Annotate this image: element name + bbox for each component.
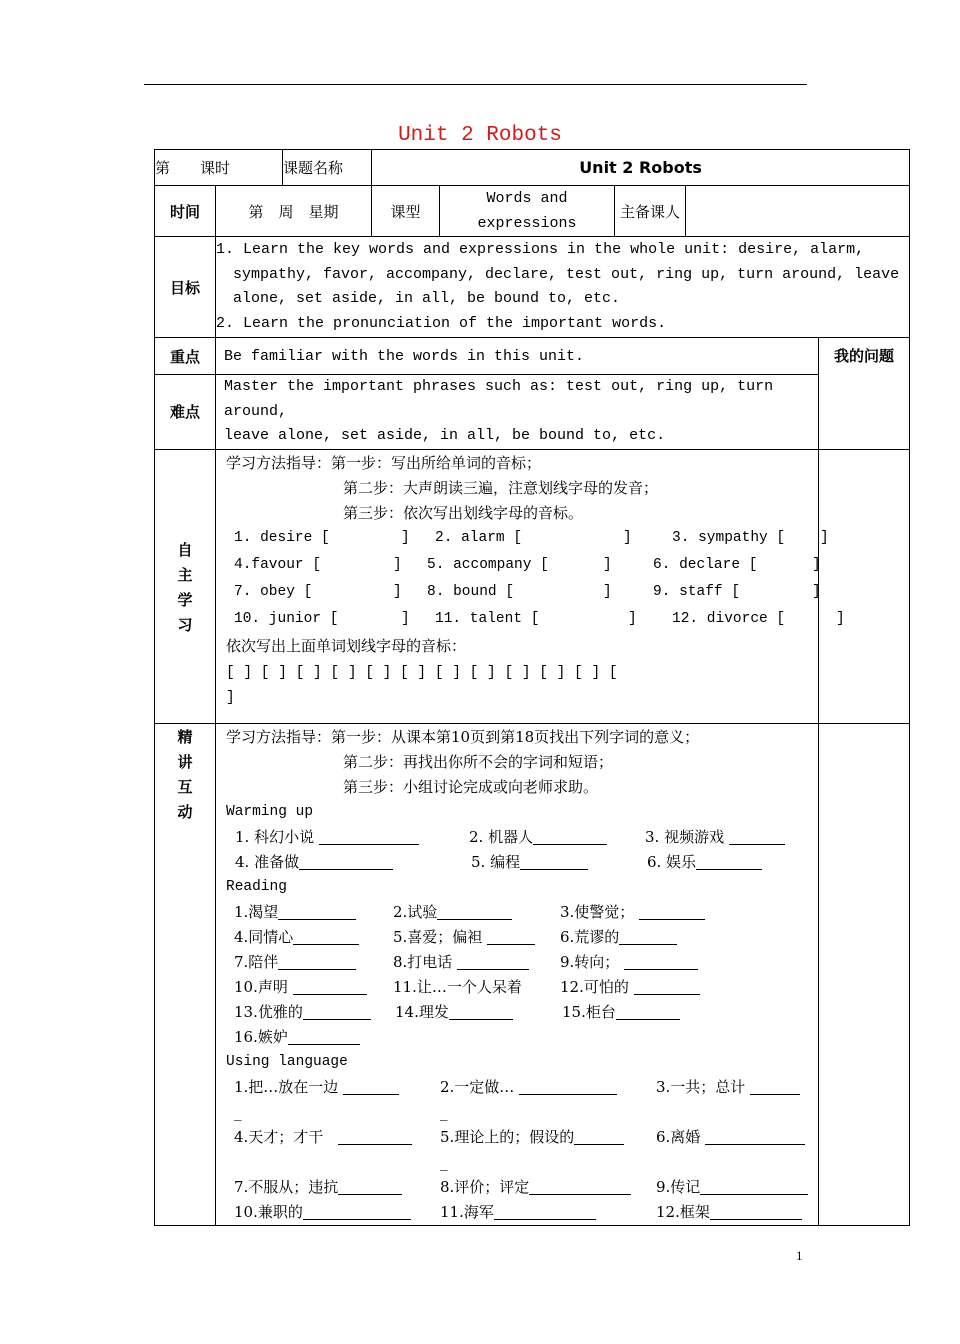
self-study-notes-cell — [819, 449, 910, 723]
self-study-guide-3: 第三步：依次写出划线字母的音标。 — [343, 503, 584, 522]
reading-item-13: 13.优雅的 — [234, 1000, 371, 1025]
bracket-close: ] — [836, 610, 845, 627]
word-item-4: 4.favour [ — [234, 556, 322, 573]
reading-item-4: 4.同情心 — [234, 925, 359, 950]
difficult-line-2: leave alone, set aside, in all, be bound to, etc. — [224, 427, 666, 444]
goals-line-2: sympathy, favor, accompany, declare, test out, ring up, turn around, leave — [233, 265, 900, 283]
warming-item-4: 4. 准备做 — [235, 850, 393, 875]
bracket-close: ] — [401, 610, 410, 627]
using-row-3 — [216, 1175, 818, 1200]
reading-row-4 — [216, 975, 818, 1000]
reading-item-5: 5.喜爱；偏袒 — [393, 925, 535, 950]
type-value-cell — [440, 186, 615, 237]
using-item-4: 4.天才；才干 — [234, 1125, 412, 1150]
preparer-value-cell — [686, 186, 910, 237]
bracket-close: ] — [401, 529, 410, 546]
self-study-char-2: 主 — [177, 565, 193, 584]
using-row-2 — [216, 1125, 818, 1150]
intensive-char-1: 精 — [177, 727, 193, 746]
my-questions-cell — [819, 338, 910, 450]
week-cell — [216, 186, 372, 237]
my-questions-label: 我的问题 — [834, 347, 895, 365]
using-row-4 — [216, 1200, 818, 1225]
self-study-guide-1: 学习方法指导：第一步：写出所给单词的音标； — [226, 453, 542, 472]
time-label: 时间 — [169, 202, 200, 221]
phonetic-brackets-row: [ ] [ ] [ ] [ ] [ ] [ ] [ ] [ ] [ ] [ ] [ ] [ — [226, 664, 618, 681]
bracket-close: ] — [393, 556, 402, 573]
topic-value: Unit 2 Robots — [579, 158, 702, 177]
reading-row-2 — [216, 925, 818, 950]
word-item-8: 8. bound [ — [427, 583, 515, 600]
key-points-content — [216, 338, 819, 375]
page-number: 1 — [796, 1248, 803, 1263]
warming-row-2 — [216, 850, 818, 875]
goals-line-3: alone, set aside, in all, be bound to, etc. — [233, 290, 621, 307]
self-study-char-1: 自 — [177, 540, 193, 559]
word-item-12: 12. divorce [ — [672, 610, 786, 627]
intensive-guide-2: 第二步：再找出你所不会的字词和短语； — [343, 752, 614, 771]
warming-up-title: Warming up — [226, 803, 314, 820]
word-item-2: 2. alarm [ — [435, 529, 523, 546]
bracket-close: ] — [393, 583, 402, 600]
key-points-text: Be familiar with the words in this unit. — [224, 347, 585, 365]
week-label: 第 周 星期 — [248, 202, 339, 221]
using-item-8: 8.评价；评定 — [440, 1175, 631, 1200]
reading-item-15: 15.柜台 — [562, 1000, 680, 1025]
intensive-guide-1: 学习方法指导：第一步：从课本第10页到第18页找出下列字词的意义； — [226, 727, 700, 746]
self-study-content — [216, 449, 845, 723]
word-item-1: 1. desire [ — [234, 529, 330, 546]
self-study-guide-2: 第二步：大声朗读三遍，注意划线字母的发音； — [343, 478, 659, 497]
using-language-title: Using language — [226, 1053, 348, 1070]
header-rule — [144, 84, 807, 85]
word-row-1 — [216, 526, 829, 553]
difficult-points-label: 难点 — [169, 403, 200, 422]
using-item-11: 11.海军 — [440, 1200, 596, 1225]
phonetic-instruction: 依次写出上面单词划线字母的音标： — [226, 636, 467, 655]
reading-row-6 — [216, 1025, 818, 1050]
word-row-4 — [216, 607, 845, 634]
using-item-3: 3.一共；总计 — [656, 1075, 800, 1100]
using-row-2-wrap — [216, 1150, 818, 1175]
reading-row-3 — [216, 950, 818, 975]
using-wrap-dash: _ — [440, 1102, 448, 1121]
key-points-label: 重点 — [169, 347, 200, 366]
warming-item-1: 1. 科幻小说 — [235, 825, 419, 850]
word-row-3 — [216, 580, 821, 607]
reading-row-5 — [216, 1000, 818, 1025]
reading-item-16: 16.嫉妒 — [234, 1025, 360, 1050]
lesson-plan-table — [154, 149, 910, 1226]
using-item-5: 5.理论上的；假设的 — [440, 1125, 624, 1150]
warming-item-5: 5. 编程 — [471, 850, 588, 875]
intensive-content — [216, 723, 819, 1225]
bracket-close: ] — [628, 610, 637, 627]
page-title: Unit 2 Robots — [398, 124, 562, 147]
reading-item-8: 8.打电话 — [393, 950, 529, 975]
reading-row-1 — [216, 900, 818, 925]
word-item-10: 10. junior [ — [234, 610, 339, 627]
word-item-7: 7. obey [ — [234, 583, 313, 600]
goals-line-4: 2. Learn the pronunciation of the important words. — [216, 314, 667, 332]
reading-title: Reading — [226, 878, 287, 895]
warming-item-3: 3. 视频游戏 — [645, 825, 785, 850]
bracket-close: ] — [820, 529, 829, 546]
bracket-close: ] — [603, 583, 612, 600]
reading-item-10: 10.声明 — [234, 975, 367, 1000]
warming-item-2: 2. 机器人 — [469, 825, 607, 850]
preparer-label: 主备课人 — [620, 202, 681, 221]
intensive-char-3: 互 — [177, 777, 193, 796]
reading-item-2: 2.试验 — [393, 900, 512, 925]
period-label-cell — [155, 150, 283, 186]
topic-label: 课题名称 — [283, 159, 344, 177]
reading-item-11: 11.让…一个人呆着 — [393, 977, 522, 996]
goals-line-1: 1. Learn the key words and expressions in the whole unit: desire, alarm, — [216, 241, 865, 258]
bracket-close: ] — [623, 529, 632, 546]
using-row-1 — [216, 1075, 818, 1100]
bracket-close: ] — [603, 556, 612, 573]
reading-item-7: 7.陪伴 — [234, 950, 356, 975]
type-label-cell — [372, 186, 440, 237]
reading-item-14: 14.理发 — [395, 1000, 513, 1025]
using-item-6: 6.离婚 — [656, 1125, 805, 1150]
using-item-1: 1.把…放在一边 — [234, 1075, 399, 1100]
type-label: 课型 — [390, 202, 421, 221]
bracket-close: ] — [812, 556, 821, 573]
reading-item-3: 3.使警觉； — [560, 900, 705, 925]
using-item-10: 10.兼职的 — [234, 1200, 411, 1225]
topic-value-cell — [372, 150, 910, 186]
self-study-char-3: 学 — [177, 590, 193, 609]
word-item-3: 3. sympathy [ — [672, 529, 786, 546]
word-item-5: 5. accompany [ — [427, 556, 549, 573]
difficult-points-content — [216, 375, 819, 450]
using-wrap-dash: _ — [234, 1102, 242, 1121]
period-label: 第 课时 — [155, 159, 231, 177]
reading-item-6: 6.荒谬的 — [560, 925, 677, 950]
topic-label-cell — [283, 150, 372, 186]
goals-content — [216, 237, 910, 338]
using-item-9: 9.传记 — [656, 1175, 808, 1200]
warming-item-6: 6. 娱乐 — [647, 850, 762, 875]
word-item-9: 9. staff [ — [653, 583, 741, 600]
word-item-11: 11. talent [ — [435, 610, 540, 627]
intensive-char-2: 讲 — [177, 752, 193, 771]
self-study-char-4: 习 — [177, 615, 193, 634]
difficult-line-1: Master the important phrases such as: test out, ring up, turn around, — [224, 378, 774, 420]
type-value-line1: Words and — [486, 190, 568, 207]
intensive-notes-cell — [819, 723, 910, 1225]
bracket-close: ] — [812, 583, 821, 600]
preparer-label-cell — [615, 186, 686, 237]
warming-row-1 — [216, 825, 818, 850]
intensive-char-4: 动 — [177, 802, 193, 821]
word-row-2 — [216, 553, 821, 580]
key-points-label-cell — [155, 338, 216, 375]
intensive-label-cell — [155, 723, 216, 1225]
difficult-points-label-cell — [155, 375, 216, 450]
goals-label-cell — [155, 237, 216, 338]
reading-item-12: 12.可怕的 — [560, 975, 700, 1000]
reading-item-1: 1.渴望 — [234, 900, 356, 925]
self-study-label-cell — [155, 449, 216, 723]
using-item-7: 7.不服从；违抗 — [234, 1175, 402, 1200]
word-item-6: 6. declare [ — [653, 556, 758, 573]
using-row-1-wrap — [216, 1100, 818, 1125]
using-wrap-dash: _ — [440, 1152, 448, 1171]
using-item-2: 2.一定做… — [440, 1075, 617, 1100]
phonetic-bracket-last: ] — [226, 689, 235, 706]
using-item-12: 12.框架 — [656, 1200, 802, 1225]
time-label-cell — [155, 186, 216, 237]
type-value-line2: expressions — [477, 215, 577, 232]
goals-label: 目标 — [169, 278, 200, 297]
intensive-guide-3: 第三步：小组讨论完成或向老师求助。 — [343, 777, 599, 796]
reading-item-9: 9.转向； — [560, 950, 698, 975]
